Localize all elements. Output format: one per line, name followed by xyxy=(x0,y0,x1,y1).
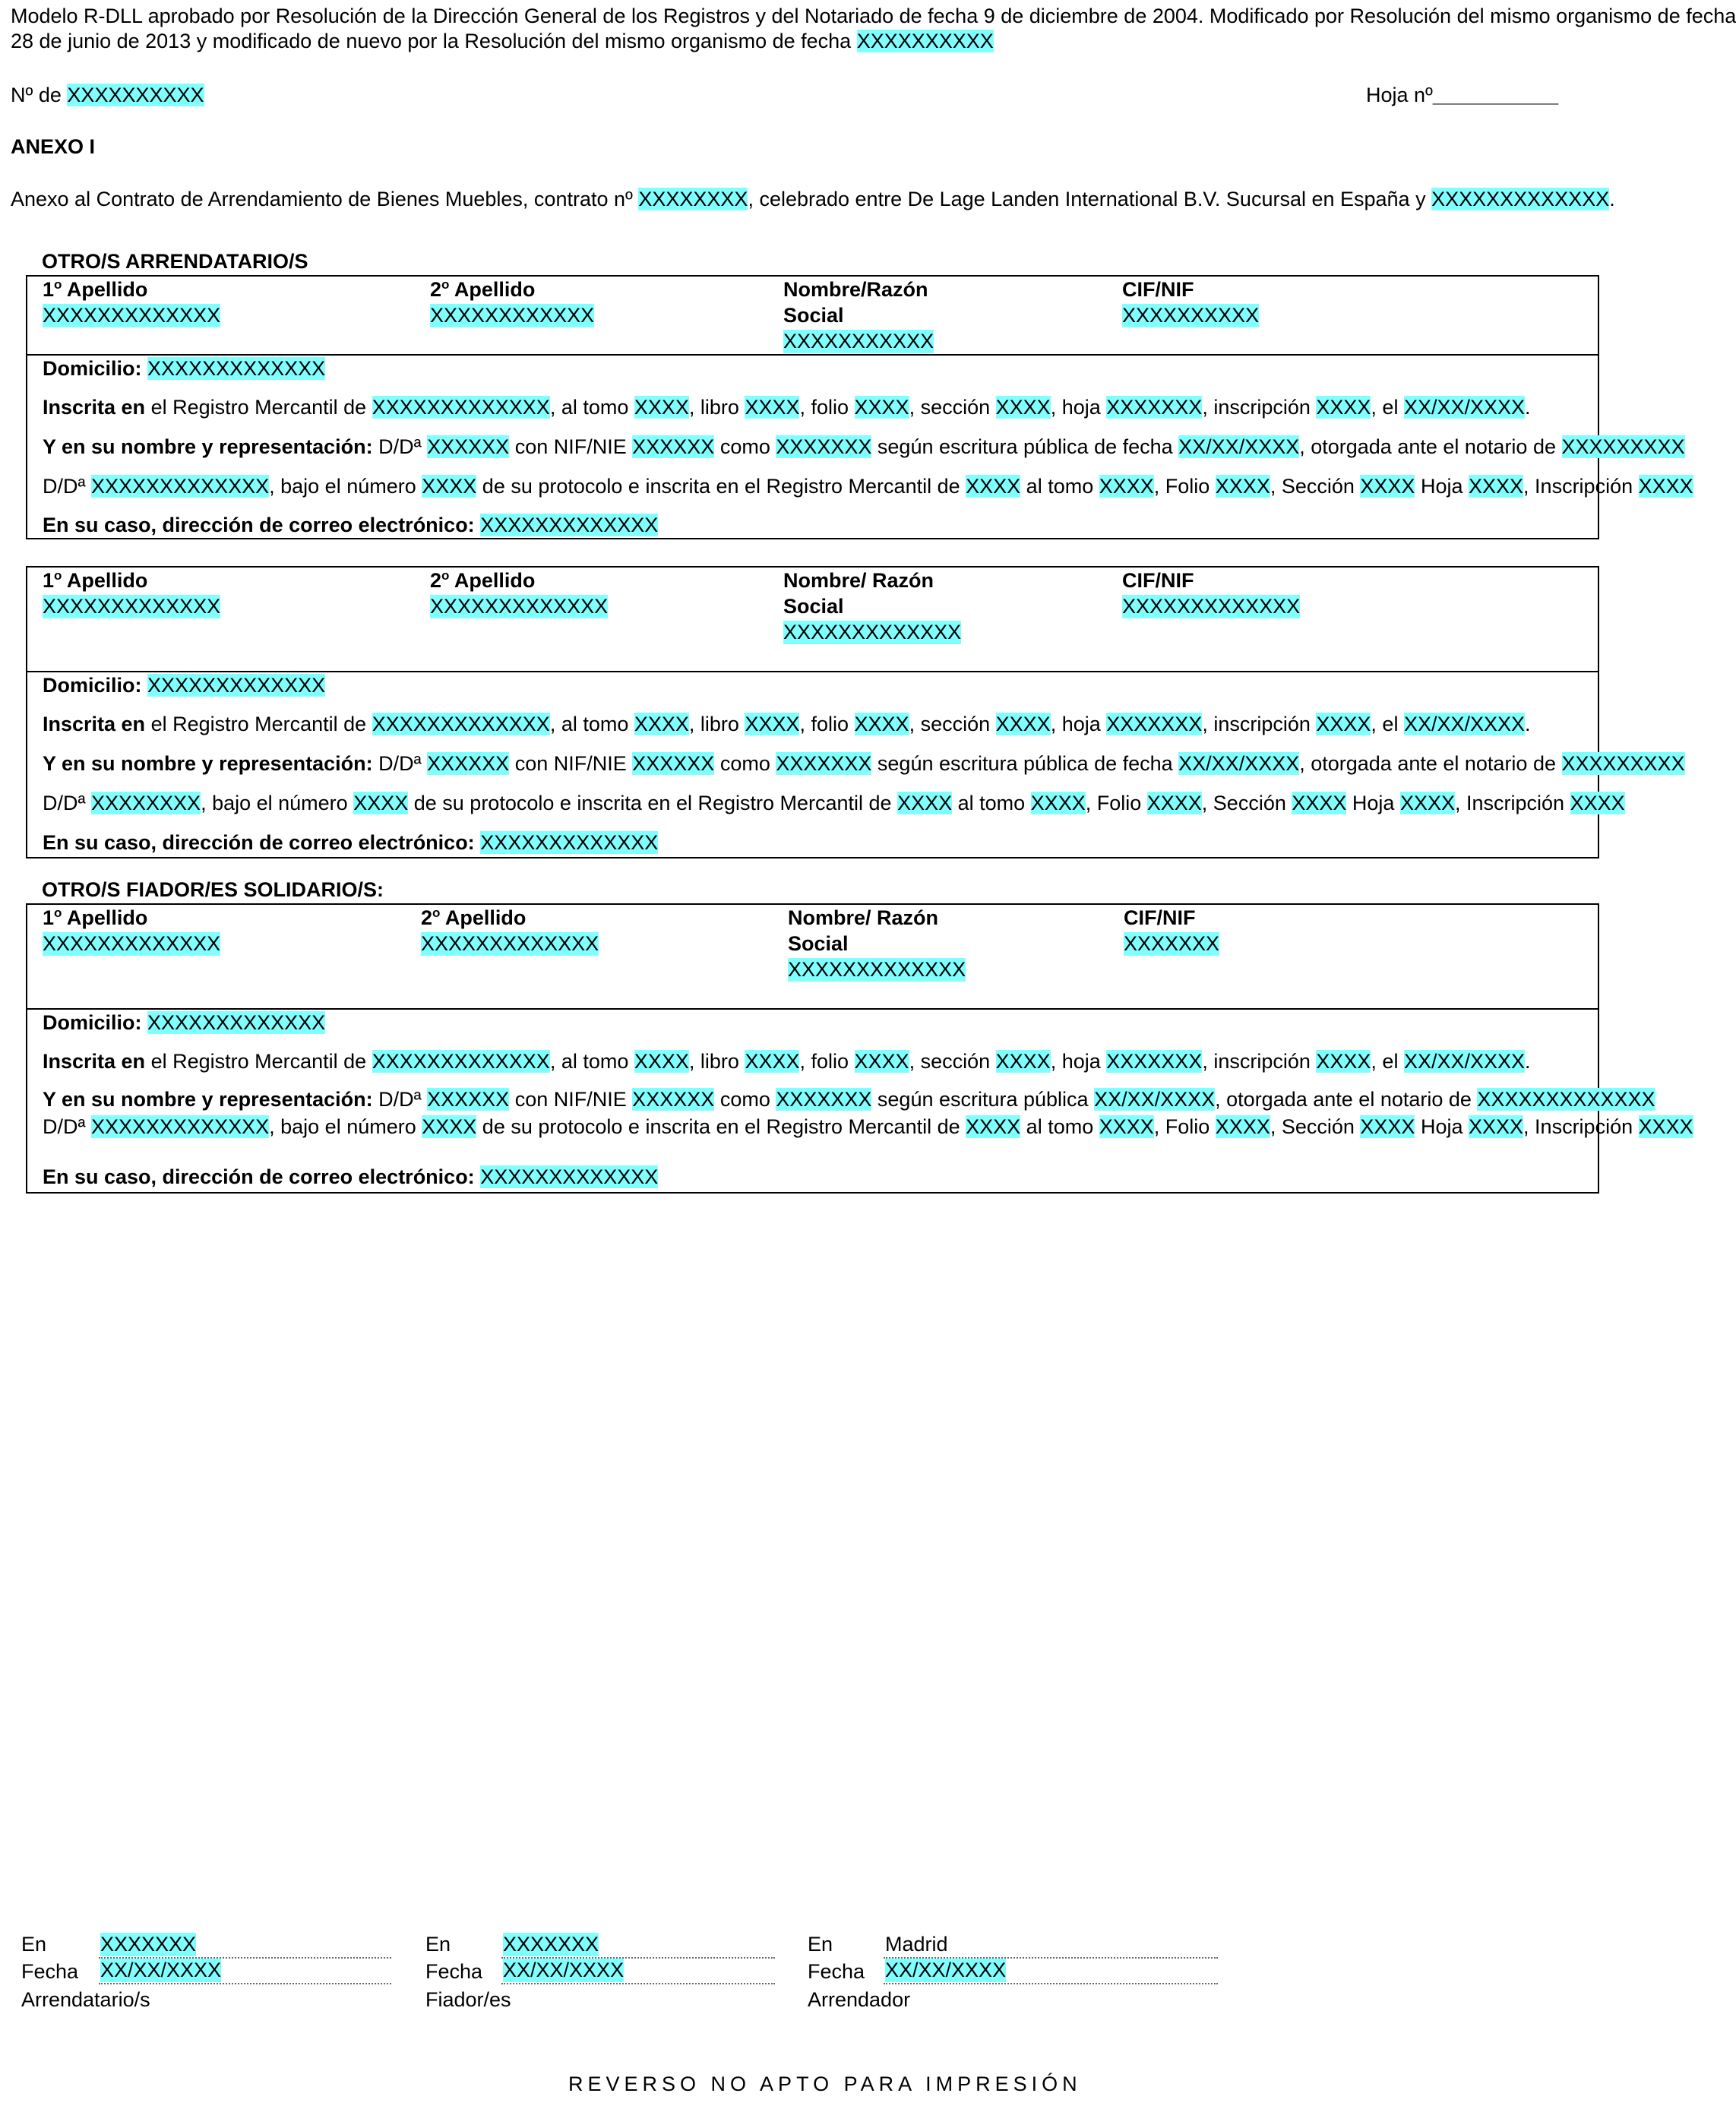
volume-field[interactable]: XXXX xyxy=(634,396,689,419)
label-social: Social xyxy=(783,304,844,327)
rep-role-field[interactable]: XXXXXXX xyxy=(776,1088,872,1111)
t: D/Dª xyxy=(372,752,428,775)
divider xyxy=(27,671,1598,672)
representation-row xyxy=(43,435,1685,459)
registration-row xyxy=(43,1050,1531,1073)
label-place: En xyxy=(425,1933,451,1956)
label-cif: CIF/NIF xyxy=(1124,906,1196,929)
t: Hoja xyxy=(1346,792,1400,814)
annex-intro-end: . xyxy=(1609,188,1615,210)
email-row xyxy=(43,1165,658,1189)
section2-field[interactable]: XXXX xyxy=(1292,792,1347,814)
t: , Sección xyxy=(1201,792,1292,814)
label-first-surname: 1$^o$ Apellido xyxy=(43,277,148,301)
label-cif: CIF/NIF xyxy=(1122,569,1194,592)
t: con NIF/NIE xyxy=(509,1088,633,1111)
domicile-field[interactable]: XXXXXXXXXXXXX xyxy=(147,674,326,697)
sheet-number-blank[interactable]: ___________ xyxy=(1432,84,1559,106)
t: , el xyxy=(1371,1050,1404,1073)
date-field[interactable]: XX/XX/XXXX xyxy=(1403,1050,1526,1073)
t: D/Dª xyxy=(43,475,91,498)
place-field[interactable]: Madrid xyxy=(885,1933,948,1956)
protocol-number-field[interactable]: XXXX xyxy=(353,792,409,814)
t: . xyxy=(1525,713,1531,735)
t: como xyxy=(714,435,776,458)
registration-row xyxy=(43,713,1531,736)
name-field[interactable]: XXXXXXXXXXXXX xyxy=(788,958,966,981)
t: , el xyxy=(1371,713,1404,735)
notary-city-field[interactable]: XXXXXXXXX xyxy=(1561,752,1685,775)
signature-line xyxy=(501,1983,775,1984)
rep-name-field[interactable]: XXXXXX xyxy=(427,1088,510,1111)
t: , el xyxy=(1371,396,1404,419)
cif-field[interactable]: XXXXXXXXXX xyxy=(1122,304,1260,327)
t: . xyxy=(1525,396,1531,419)
t: , inscripción xyxy=(1202,1050,1317,1073)
t: , libro xyxy=(688,1050,745,1073)
t: al tomo xyxy=(952,792,1031,814)
sheet2-field[interactable]: XXXX xyxy=(1469,1115,1524,1138)
t: con NIF/NIE xyxy=(509,752,633,775)
name-field[interactable]: XXXXXXXXXXXXX xyxy=(783,621,962,643)
t: , al tomo xyxy=(549,1050,634,1073)
label-date: Fecha xyxy=(425,1960,483,1983)
t: D/Dª xyxy=(372,435,428,458)
document-number-label: Nº de xyxy=(11,84,62,106)
folio-field[interactable]: XXXX xyxy=(854,396,909,419)
header-line-2 xyxy=(11,30,994,53)
place-field[interactable]: XXXXXXX xyxy=(503,1933,599,1956)
t: , sección xyxy=(909,1050,996,1073)
notary-name-field[interactable]: XXXXXXXX xyxy=(91,792,201,814)
t: Hoja xyxy=(1415,475,1469,498)
folio2-field[interactable]: XXXX xyxy=(1215,1115,1270,1138)
t: , sección xyxy=(909,396,996,419)
second-surname-field[interactable]: XXXXXXXXXXXX xyxy=(430,304,595,327)
sheet-number xyxy=(1366,84,1558,107)
registry-field[interactable]: XXXXXXXXXXXXX xyxy=(372,1050,550,1073)
t: , Folio xyxy=(1153,1115,1216,1138)
notary-city-field[interactable]: XXXXXXXXXXXXX xyxy=(1477,1088,1655,1111)
label-registered: Inscrita en xyxy=(43,1050,146,1073)
divider xyxy=(27,354,1598,356)
t: de su protocolo e inscrita en el Registro Mercantil de xyxy=(476,475,966,498)
t: según escritura pública xyxy=(871,1088,1095,1111)
t: , Folio xyxy=(1153,475,1216,498)
notary-row xyxy=(43,1115,1693,1139)
contract-number-field[interactable]: XXXXXXXX xyxy=(638,188,748,210)
annex-intro xyxy=(11,188,1615,211)
date-field[interactable]: XX/XX/XXXX xyxy=(885,1959,1007,1981)
rep-role-field[interactable]: XXXXXXX xyxy=(776,752,872,775)
t: de su protocolo e inscrita en el Registro Mercantil de xyxy=(408,792,898,814)
cif-field[interactable]: XXXXXXX xyxy=(1124,932,1220,955)
label-first-surname: 1$^o$ Apellido xyxy=(43,906,148,929)
inscription2-field[interactable]: XXXX xyxy=(1570,792,1625,814)
registry2-field[interactable]: XXXX xyxy=(966,475,1021,498)
label-cif: CIF/NIF xyxy=(1122,278,1194,301)
divider xyxy=(27,1008,1598,1010)
label-name: Nombre/ Razón xyxy=(788,906,939,929)
date-field[interactable]: XX/XX/XXXX xyxy=(1403,713,1526,735)
t: Hoja xyxy=(1415,1115,1469,1138)
t: al tomo xyxy=(1020,475,1099,498)
label-second-surname: 2$^o$ Apellido xyxy=(421,906,526,929)
resolution-date-field[interactable]: XXXXXXXXXX xyxy=(856,30,994,52)
protocol-number-field[interactable]: XXXX xyxy=(422,475,477,498)
t: el Registro Mercantil de xyxy=(145,1050,372,1073)
role-label: Fiador/es xyxy=(425,1988,511,2011)
volume2-field[interactable]: XXXX xyxy=(1099,1115,1154,1138)
domicile-field[interactable]: XXXXXXXXXXXXX xyxy=(147,1011,326,1034)
domicile-row xyxy=(43,1011,325,1035)
rep-name-field[interactable]: XXXXXX xyxy=(427,752,510,775)
t: D/Dª xyxy=(43,1115,91,1138)
section-title-lessees: OTRO/S ARRENDATARIO/S xyxy=(42,250,308,273)
t: , bajo el número xyxy=(269,1115,422,1138)
notary-row xyxy=(43,792,1625,815)
deed-date-field[interactable]: XX/XX/XXXX xyxy=(1094,1088,1216,1111)
book-field[interactable]: XXXX xyxy=(745,396,800,419)
volume2-field[interactable]: XXXX xyxy=(1099,475,1154,498)
t: , hoja xyxy=(1050,396,1107,419)
t: , otorgada ante el notario de xyxy=(1215,1088,1478,1111)
label-domicile: Domicilio: xyxy=(43,674,142,697)
t: , hoja xyxy=(1050,713,1107,735)
email-field[interactable]: XXXXXXXXXXXXX xyxy=(480,831,659,854)
first-surname-field[interactable]: XXXXXXXXXXXXX xyxy=(43,595,221,618)
rep-nif-field[interactable]: XXXXXX xyxy=(632,1088,715,1111)
second-surname-field[interactable]: XXXXXXXXXXXXX xyxy=(430,595,609,618)
t: , otorgada ante el notario de xyxy=(1299,435,1562,458)
first-surname-field[interactable]: XXXXXXXXXXXXX xyxy=(43,304,221,327)
t: , sección xyxy=(909,713,996,735)
lessee-box-1 xyxy=(26,275,1693,539)
lessee-box-2 xyxy=(26,566,1685,858)
label-second-surname: 2$^o$ Apellido xyxy=(430,277,536,301)
book-field[interactable]: XXXX xyxy=(745,713,800,735)
document-number-field[interactable]: XXXXXXXXXX xyxy=(67,84,204,106)
counterparty-field[interactable]: XXXXXXXXXXXXX xyxy=(1431,188,1610,210)
inscription2-field[interactable]: XXXX xyxy=(1638,1115,1693,1138)
date-field[interactable]: XX/XX/XXXX xyxy=(1403,396,1526,419)
label-email: En su caso, dirección de correo electrónico: xyxy=(43,831,475,854)
label-representation: Y en su nombre y representación: xyxy=(43,435,373,458)
registry2-field[interactable]: XXXX xyxy=(897,792,953,814)
registry-field[interactable]: XXXXXXXXXXXXX xyxy=(372,713,550,735)
t: según escritura pública de fecha xyxy=(871,435,1179,458)
t: , al tomo xyxy=(549,713,634,735)
label-name: Nombre/Razón xyxy=(783,278,928,301)
label-registered: Inscrita en xyxy=(43,396,146,419)
protocol-number-field[interactable]: XXXX xyxy=(422,1115,477,1138)
label-place: En xyxy=(808,1933,833,1956)
t: , Folio xyxy=(1085,792,1147,814)
document-number xyxy=(11,84,204,107)
t: como xyxy=(714,752,776,775)
t: , hoja xyxy=(1050,1050,1107,1073)
label-email: En su caso, dirección de correo electrónico: xyxy=(43,514,475,536)
signature-line xyxy=(99,1983,391,1984)
t: D/Dª xyxy=(43,792,91,814)
rep-name-field[interactable]: XXXXXX xyxy=(427,435,510,458)
section-field[interactable]: XXXX xyxy=(995,713,1051,735)
domicile-row xyxy=(43,674,325,697)
book-field[interactable]: XXXX xyxy=(745,1050,800,1073)
t: , folio xyxy=(799,1050,855,1073)
date-field[interactable]: XX/XX/XXXX xyxy=(100,1959,222,1981)
deed-date-field[interactable]: XX/XX/XXXX xyxy=(1178,752,1300,775)
email-field[interactable]: XXXXXXXXXXXXX xyxy=(480,1165,659,1188)
second-surname-field[interactable]: XXXXXXXXXXXXX xyxy=(421,932,599,955)
notary-row xyxy=(43,475,1693,498)
sheet2-field[interactable]: XXXX xyxy=(1469,475,1524,498)
volume-field[interactable]: XXXX xyxy=(634,1050,689,1073)
email-row xyxy=(43,514,658,537)
sheet-field[interactable]: XXXXXXX xyxy=(1106,713,1203,735)
t: , bajo el número xyxy=(269,475,422,498)
name-field[interactable]: XXXXXXXXXXX xyxy=(783,330,934,353)
label-representation: Y en su nombre y representación: xyxy=(43,1088,373,1111)
representation-row xyxy=(43,752,1685,776)
label-social: Social xyxy=(788,932,849,955)
t: , Inscripción xyxy=(1455,792,1570,814)
rep-nif-field[interactable]: XXXXXX xyxy=(632,435,715,458)
sheet-field[interactable]: XXXXXXX xyxy=(1106,396,1203,419)
sheet2-field[interactable]: XXXX xyxy=(1399,792,1455,814)
label-email: En su caso, dirección de correo electrónico: xyxy=(43,1165,475,1188)
t: con NIF/NIE xyxy=(509,435,633,458)
date-field[interactable]: XX/XX/XXXX xyxy=(503,1959,625,1981)
folio2-field[interactable]: XXXX xyxy=(1215,475,1270,498)
annex-title: ANEXO I xyxy=(11,135,96,158)
role-label: Arrendatario/s xyxy=(21,1988,150,2011)
email-row xyxy=(43,831,658,855)
t: el Registro Mercantil de xyxy=(145,713,372,735)
notary-name-field[interactable]: XXXXXXXXXXXXX xyxy=(91,1115,270,1138)
t: , folio xyxy=(799,713,855,735)
label-domicile: Domicilio: xyxy=(43,357,142,380)
header-line-1: Modelo R-DLL aprobado por Resolución de la Dirección General de los Registros y del Notariado de fecha 9 de diciembre de 2004. Modificado por Resolución del mismo organismo de fecha xyxy=(11,5,1736,27)
inscription-field[interactable]: XXXX xyxy=(1316,1050,1371,1073)
rep-role-field[interactable]: XXXXXXX xyxy=(776,435,872,458)
registry2-field[interactable]: XXXX xyxy=(966,1115,1021,1138)
email-field[interactable]: XXXXXXXXXXXXX xyxy=(480,514,659,536)
section-field[interactable]: XXXX xyxy=(995,1050,1051,1073)
notary-city-field[interactable]: XXXXXXXXX xyxy=(1561,435,1685,458)
notary-name-field[interactable]: XXXXXXXXXXXXX xyxy=(91,475,270,498)
inscription2-field[interactable]: XXXX xyxy=(1638,475,1693,498)
deed-date-field[interactable]: XX/XX/XXXX xyxy=(1178,435,1300,458)
t: , folio xyxy=(799,396,855,419)
section-field[interactable]: XXXX xyxy=(995,396,1051,419)
annex-intro-text-2: , celebrado entre De Lage Landen International B.V. Sucursal en España y xyxy=(748,188,1426,210)
t: como xyxy=(714,1088,776,1111)
t: , libro xyxy=(688,713,745,735)
t: , Sección xyxy=(1270,475,1361,498)
header-line-2-text: 28 de junio de 2013 y modificado de nuevo por la Resolución del mismo organismo de fecha xyxy=(11,30,852,52)
label-social: Social xyxy=(783,595,844,618)
representation-row xyxy=(43,1088,1655,1111)
t: , al tomo xyxy=(549,396,634,419)
section-title-guarantors: OTRO/S FIADOR/ES SOLIDARIO/S: xyxy=(42,878,384,901)
t: , Sección xyxy=(1270,1115,1361,1138)
t: , bajo el número xyxy=(201,792,354,814)
volume2-field[interactable]: XXXX xyxy=(1030,792,1086,814)
t: según escritura pública de fecha xyxy=(871,752,1179,775)
signature-line xyxy=(884,1983,1218,1984)
t: , libro xyxy=(688,396,745,419)
section2-field[interactable]: XXXX xyxy=(1360,1115,1415,1138)
place-field[interactable]: XXXXXXX xyxy=(100,1933,197,1956)
volume-field[interactable]: XXXX xyxy=(634,713,689,735)
t: , inscripción xyxy=(1202,396,1317,419)
t: , Inscripción xyxy=(1523,1115,1639,1138)
annex-intro-text-1: Anexo al Contrato de Arrendamiento de Bienes Muebles, contrato nº xyxy=(11,188,633,210)
t: D/Dª xyxy=(372,1088,428,1111)
sheet-number-label: Hoja nº xyxy=(1366,84,1433,106)
label-place: En xyxy=(21,1933,47,1956)
label-date: Fecha xyxy=(21,1960,79,1983)
t: de su protocolo e inscrita en el Registro Mercantil de xyxy=(476,1115,966,1138)
section2-field[interactable]: XXXX xyxy=(1360,475,1415,498)
inscription-field[interactable]: XXXX xyxy=(1316,713,1371,735)
t: el Registro Mercantil de xyxy=(145,396,372,419)
inscription-field[interactable]: XXXX xyxy=(1316,396,1371,419)
registration-row xyxy=(43,396,1531,419)
t: , inscripción xyxy=(1202,713,1317,735)
domicile-field[interactable]: XXXXXXXXXXXXX xyxy=(147,357,326,380)
role-label: Arrendador xyxy=(808,1988,911,2011)
t: , otorgada ante el notario de xyxy=(1299,752,1562,775)
sheet-field[interactable]: XXXXXXX xyxy=(1106,1050,1203,1073)
folio-field[interactable]: XXXX xyxy=(854,713,909,735)
label-registered: Inscrita en xyxy=(43,713,146,735)
label-representation: Y en su nombre y representación: xyxy=(43,752,373,775)
registry-field[interactable]: XXXXXXXXXXXXX xyxy=(372,396,550,419)
guarantor-box xyxy=(26,903,1693,1194)
label-second-surname: 2$^o$ Apellido xyxy=(430,568,536,592)
label-date: Fecha xyxy=(808,1960,865,1983)
rep-nif-field[interactable]: XXXXXX xyxy=(632,752,715,775)
folio2-field[interactable]: XXXX xyxy=(1146,792,1202,814)
folio-field[interactable]: XXXX xyxy=(854,1050,909,1073)
label-domicile: Domicilio: xyxy=(43,1011,142,1034)
cif-field[interactable]: XXXXXXXXXXXXX xyxy=(1122,595,1301,618)
domicile-row xyxy=(43,357,325,381)
first-surname-field[interactable]: XXXXXXXXXXXXX xyxy=(43,932,221,955)
label-first-surname: 1$^o$ Apellido xyxy=(43,568,148,592)
t: . xyxy=(1525,1050,1531,1073)
footer-notice: REVERSO NO APTO PARA IMPRESIÓN xyxy=(568,2073,1082,2095)
t: al tomo xyxy=(1020,1115,1099,1138)
label-name: Nombre/ Razón xyxy=(783,569,934,592)
t: , Inscripción xyxy=(1523,475,1639,498)
